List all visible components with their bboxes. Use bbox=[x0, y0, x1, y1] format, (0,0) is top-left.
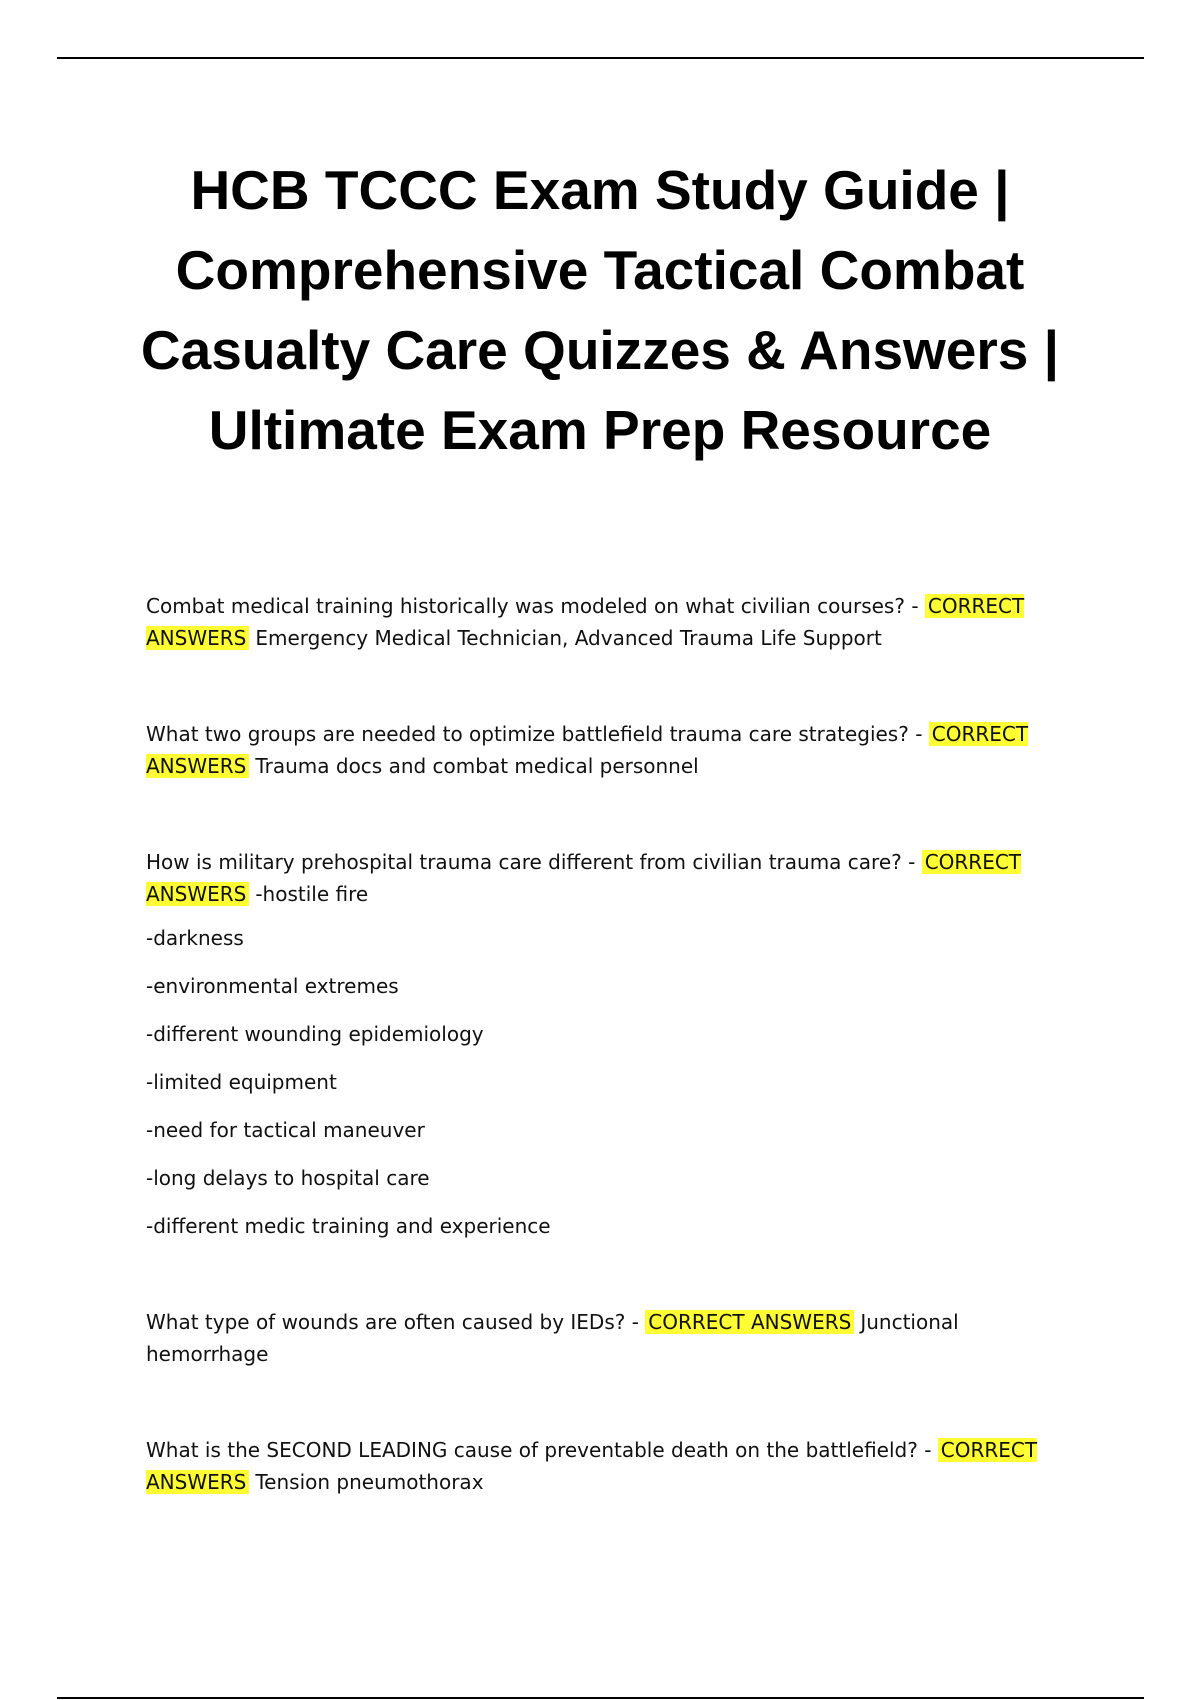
correct-answers-label: CORRECT ANSWERS bbox=[645, 1310, 854, 1334]
qa-list bbox=[146, 590, 1046, 1562]
answer-list-item: -darkness bbox=[146, 926, 244, 950]
qa-item bbox=[146, 590, 1046, 654]
qa-item bbox=[146, 1306, 1046, 1370]
qa-text bbox=[146, 846, 1046, 910]
qa-text bbox=[146, 718, 1046, 782]
qa-item bbox=[146, 1434, 1046, 1498]
question-text: What is the SECOND LEADING cause of preventable death on the battlefield? - bbox=[146, 1438, 938, 1462]
bottom-rule bbox=[57, 1697, 1144, 1699]
answer-list-item: -environmental extremes bbox=[146, 974, 399, 998]
answer-text: Emergency Medical Technician, Advanced Trauma Life Support bbox=[255, 626, 882, 650]
answer-list-item: -limited equipment bbox=[146, 1070, 337, 1094]
qa-text bbox=[146, 1306, 1046, 1370]
top-rule bbox=[57, 57, 1144, 59]
answer-list-item: -different wounding epidemiology bbox=[146, 1022, 484, 1046]
answer-text: Trauma docs and combat medical personnel bbox=[255, 754, 699, 778]
correct-answers-label: CORRECT ANSWERS bbox=[146, 722, 1029, 778]
answer-list-item: -need for tactical maneuver bbox=[146, 1118, 425, 1142]
answer-list-item: -long delays to hospital care bbox=[146, 1166, 430, 1190]
question-text: Combat medical training historically was modeled on what civilian courses? - bbox=[146, 594, 925, 618]
answer-list-item: -different medic training and experience bbox=[146, 1214, 551, 1238]
document-title: HCB TCCC Exam Study Guide | Comprehensive Tactical Combat Casualty Care Quizzes & Answers | Ultimate Exam Prep Resource bbox=[140, 159, 1060, 461]
answer-text: -hostile fire bbox=[255, 882, 369, 906]
question-text: What two groups are needed to optimize battlefield trauma care strategies? - bbox=[146, 722, 929, 746]
qa-item bbox=[146, 846, 1046, 1242]
correct-answers-label: CORRECT ANSWERS bbox=[146, 594, 1025, 650]
qa-text bbox=[146, 590, 1046, 654]
qa-text bbox=[146, 1434, 1046, 1498]
qa-item bbox=[146, 718, 1046, 782]
answer-list bbox=[146, 922, 1046, 1242]
correct-answers-label: CORRECT ANSWERS bbox=[146, 1438, 1038, 1494]
answer-text: Tension pneumothorax bbox=[255, 1470, 484, 1494]
correct-answers-label: CORRECT ANSWERS bbox=[146, 850, 1022, 906]
question-text: What type of wounds are often caused by IEDs? - bbox=[146, 1310, 646, 1334]
question-text: How is military prehospital trauma care different from civilian trauma care? - bbox=[146, 850, 922, 874]
answer-text: Junctional hemorrhage bbox=[146, 1310, 959, 1366]
